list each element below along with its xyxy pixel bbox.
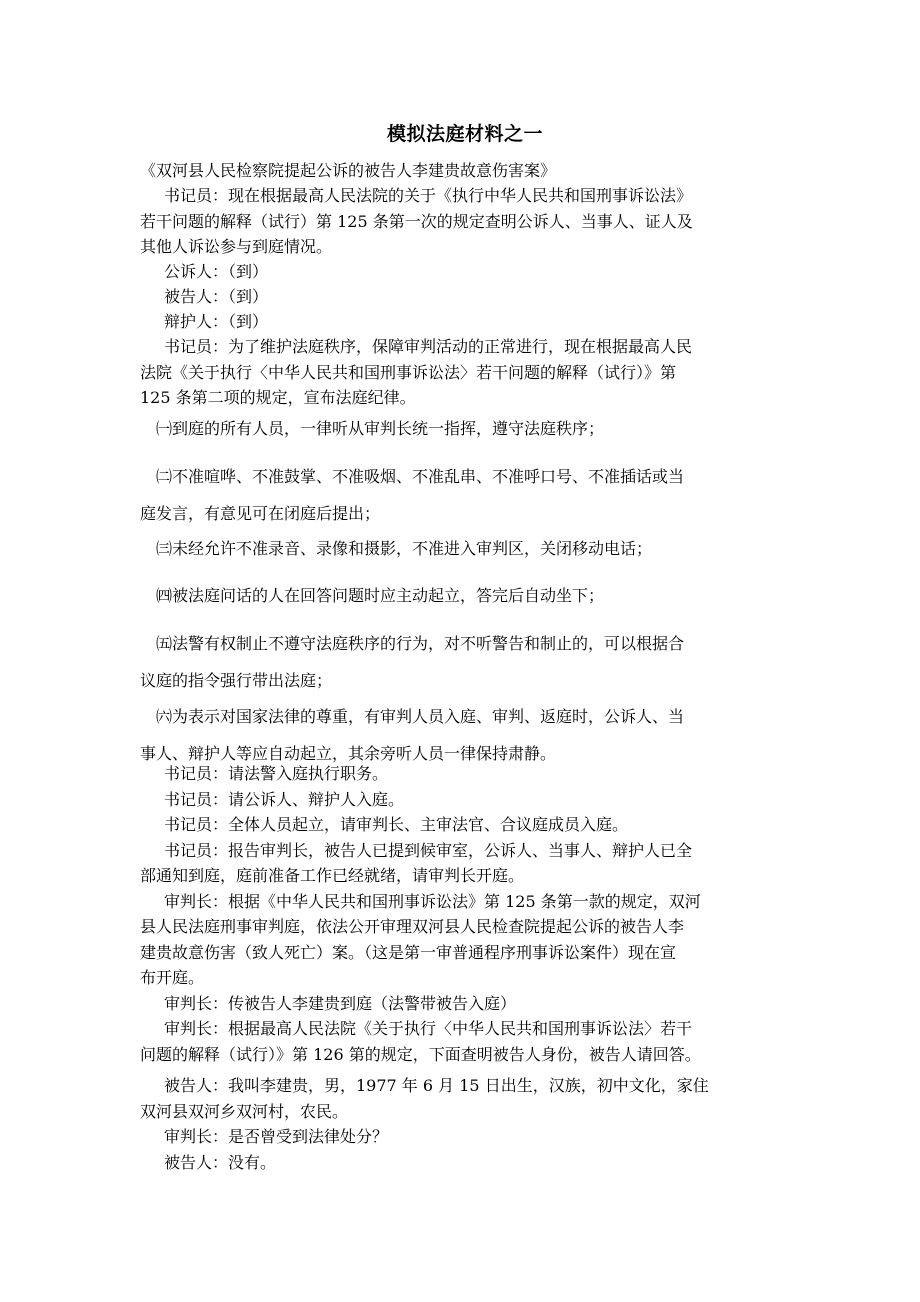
text-line: 书记员：为了维护法庭秩序，保障审判活动的正常进行，现在根据最高人民 (164, 337, 693, 356)
text-line: 议庭的指令强行带出法庭； (140, 671, 333, 690)
text-line: 书记员：请法警入庭执行职务。 (164, 764, 389, 783)
text-line: 125 条第二项的规定，宣布法庭纪律。 (140, 388, 416, 407)
text-line: 布开庭。 (140, 968, 205, 987)
text-line: 建贵故意伤害（致人死亡）案。（这是第一审普通程序刑事诉讼案件）现在宣 (140, 942, 677, 962)
text-line: 审判长：是否曾受到法律处分？ (164, 1127, 389, 1146)
text-line: 双河县双河乡双河村，农民。 (140, 1101, 349, 1121)
roll-defendant: 被告人：（到） (164, 287, 269, 306)
text-line: ㈤法警有权制止不遵守法庭秩序的行为，对不听警告和制止的，可以根据合 (156, 634, 685, 653)
roll-defender: 辩护人：（到） (164, 312, 269, 331)
text-line: 审判长：根据最高人民法院《关于执行〈中华人民共和国刑事诉讼法〉若干 (164, 1019, 693, 1038)
paragraph-clerk-roll-call (140, 183, 790, 260)
court-rule-3: ㈢未经允许不准录音、录像和摄影，不准进入审判区，关闭移动电话； (156, 539, 653, 558)
text-line: 书记员：报告审判长，被告人已提到候审室，公诉人、当事人、辩护人已全 (164, 840, 693, 860)
proceedings (140, 761, 790, 1067)
document-title: 模拟法庭材料之一 (386, 123, 543, 145)
court-rule-1: ㈠到庭的所有人员，一律听从审判长统一指挥，遵守法庭秩序； (156, 419, 605, 438)
court-rule-5 (140, 625, 790, 699)
text-line: 其他人诉讼参与到庭情况。 (140, 237, 333, 256)
text-line: 书记员：现在根据最高人民法院的关于《执行中华人民共和国刑事诉讼法》 (164, 186, 693, 205)
text-line: 庭发言，有意见可在闭庭后提出； (140, 504, 381, 523)
text-line: 审判长：根据《中华人民共和国刑事诉讼法》第 125 条第一款的规定，双河 (164, 891, 701, 911)
roll-prosecutor: 公诉人：（到） (164, 262, 269, 281)
text-line: 部通知到庭，庭前准备工作已经就绪，请审判长开庭。 (140, 866, 525, 885)
paragraph-clerk-court-rules (140, 334, 790, 411)
court-rule-4: ㈣被法庭问话的人在回答问题时应主动起立，答完后自动坐下； (156, 586, 605, 605)
case-name: 《双河县人民检察院提起公诉的被告人李建贵故意伤害案》 (140, 161, 557, 180)
text-line: 问题的解释（试行）》第 126 第的规定，下面查明被告人身份，被告人请回答。 (140, 1044, 701, 1064)
text-line: 书记员：全体人员起立，请审判长、主审法官、合议庭成员入庭。 (164, 815, 629, 834)
text-line: 被告人：我叫李建贵，男，1977 年 6 月 15 日出生，汉族，初中文化，家住 (164, 1076, 709, 1095)
defendant-identity (140, 1073, 790, 1175)
text-line: ㈡不准喧哗、不准鼓掌、不准吸烟、不准乱串、不准呼口号、不准插话或当 (156, 467, 685, 486)
text-line: ㈥为表示对国家法律的尊重，有审判人员入庭、审判、返庭时，公诉人、当 (156, 707, 685, 726)
text-line: 县人民法庭刑事审判庭，依法公开审理双河县人民检查院提起公诉的被告人李 (140, 917, 685, 936)
text-line: 法院《关于执行〈中华人民共和国刑事诉讼法〉若干问题的解释（试行）》第 (140, 362, 677, 382)
text-line: 书记员：请公诉人、辩护人入庭。 (164, 789, 405, 809)
text-line: 被告人：没有。 (164, 1152, 277, 1172)
text-line: 事人、辩护人等应自动起立，其余旁听人员一律保持肃静。 (140, 744, 557, 763)
court-rule-2 (140, 458, 790, 532)
text-line: 审判长：传被告人李建贵到庭（法警带被告入庭） (164, 993, 517, 1013)
text-line: 若干问题的解释（试行）第 125 条第一次的规定查明公诉人、当事人、证人及 (140, 211, 693, 231)
